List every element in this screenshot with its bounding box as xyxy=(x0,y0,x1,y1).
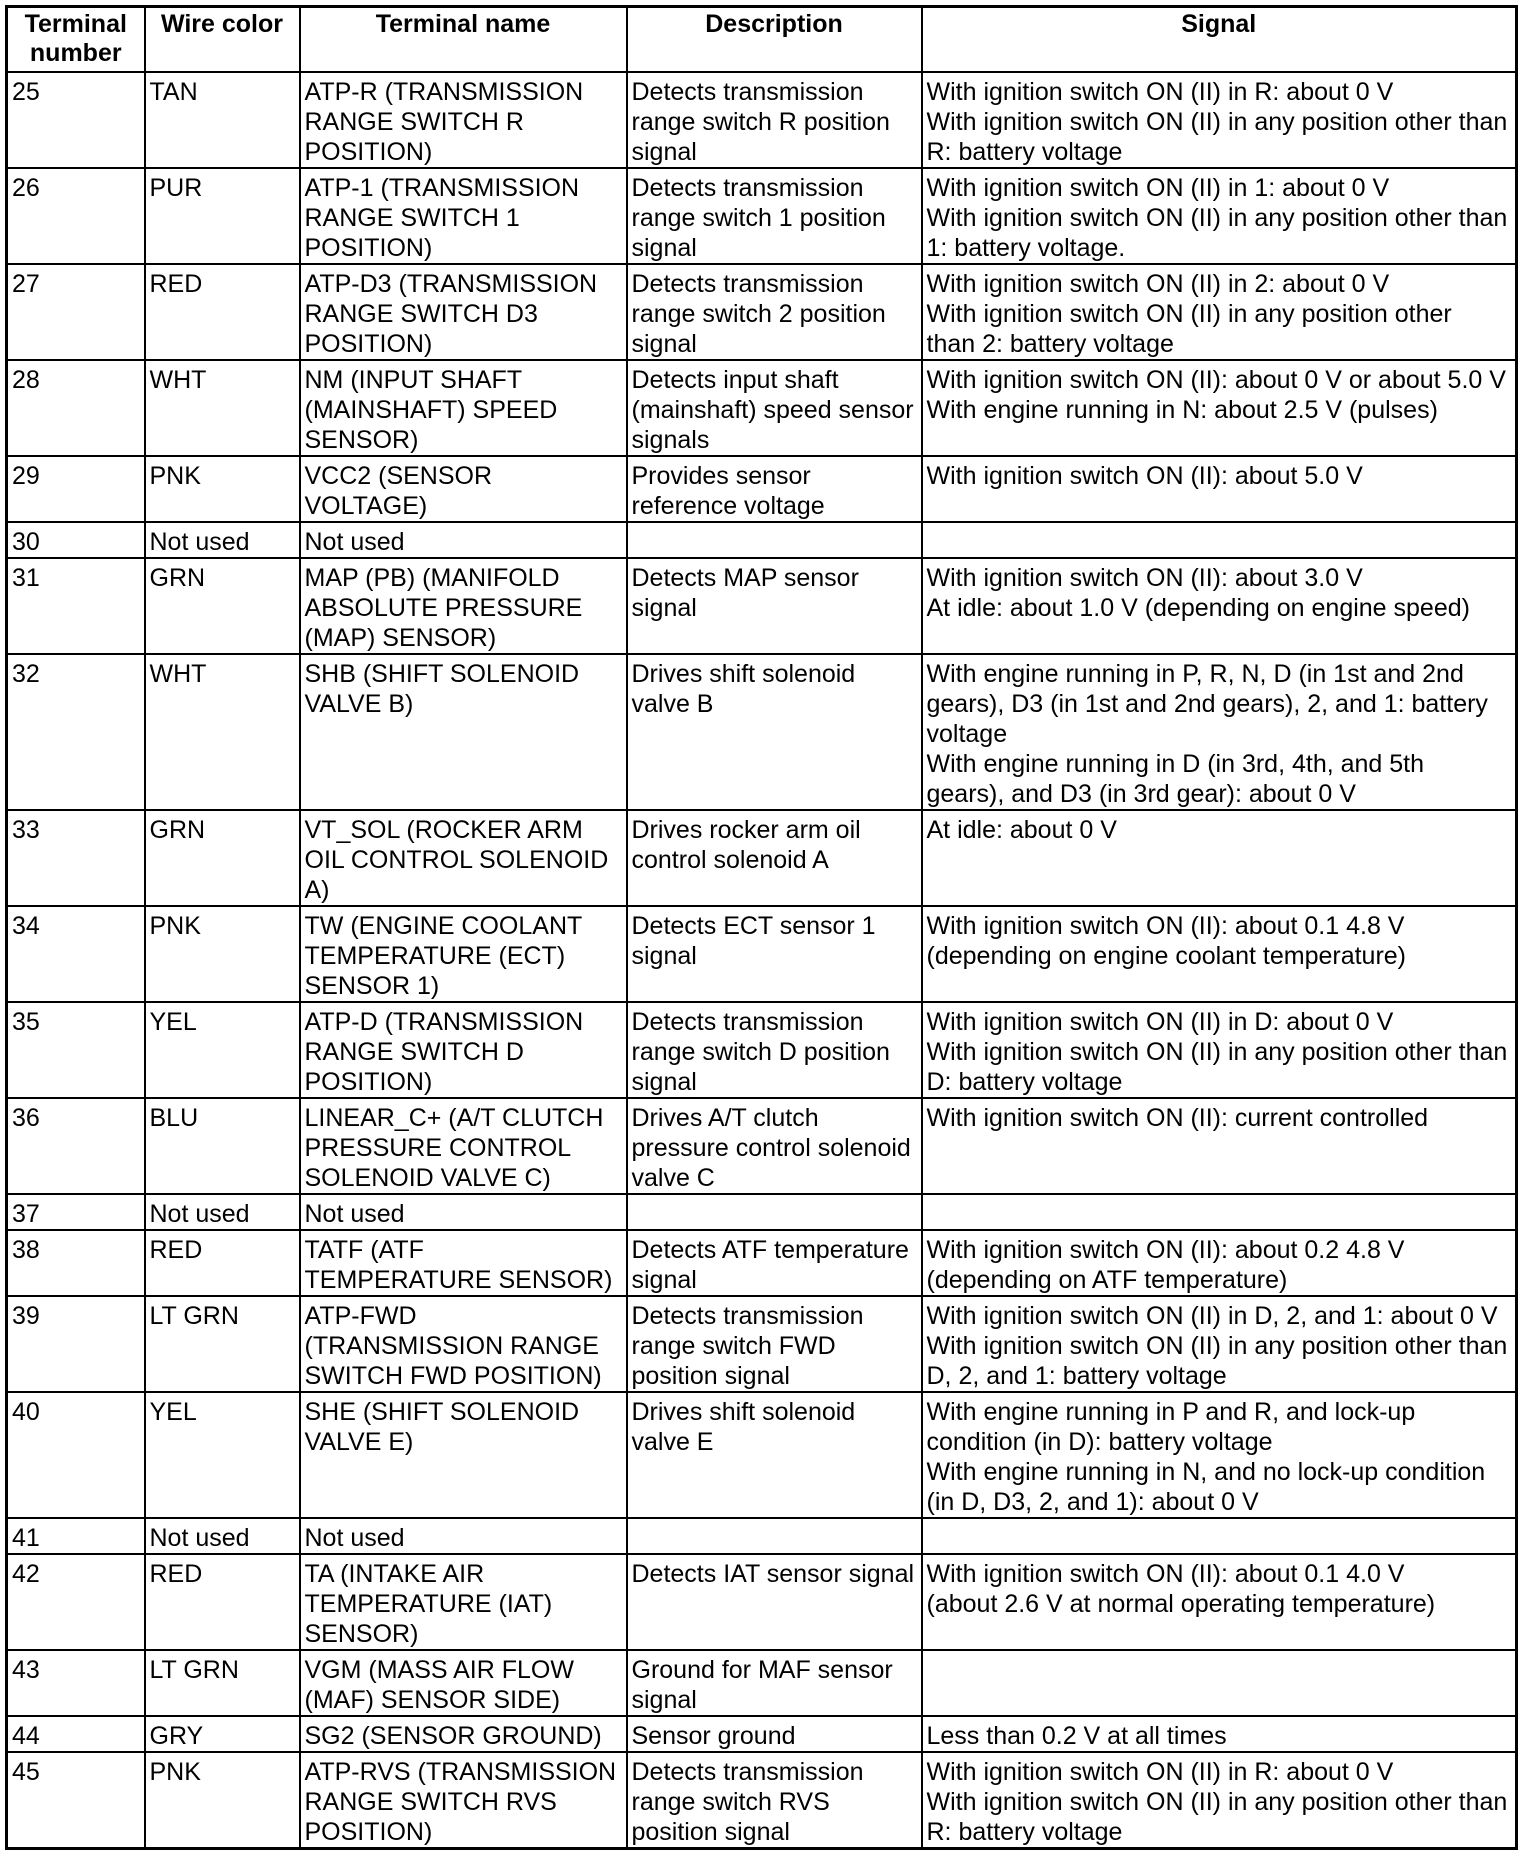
cell-description xyxy=(627,1518,922,1554)
table-row xyxy=(7,72,1517,168)
cell-description: Detects ECT sensor 1 signal xyxy=(627,906,922,1002)
cell-signal: With ignition switch ON (II) in R: about 0 V With ignition switch ON (II) in any position other than R: battery voltage xyxy=(922,72,1517,168)
cell-description: Drives rocker arm oil control solenoid A xyxy=(627,810,922,906)
cell-wire-color: PNK xyxy=(145,906,300,1002)
cell-terminal-number: 26 xyxy=(7,168,145,264)
cell-terminal-name: MAP (PB) (MANIFOLD ABSOLUTE PRESSURE (MAP) SENSOR) xyxy=(300,558,627,654)
cell-description: Drives shift solenoid valve B xyxy=(627,654,922,810)
cell-description: Ground for MAF sensor signal xyxy=(627,1650,922,1716)
cell-wire-color: PNK xyxy=(145,456,300,522)
cell-terminal-name: ATP-RVS (TRANSMISSION RANGE SWITCH RVS POSITION) xyxy=(300,1752,627,1849)
cell-wire-color: Not used xyxy=(145,522,300,558)
cell-terminal-number: 45 xyxy=(7,1752,145,1849)
table-row xyxy=(7,360,1517,456)
cell-description xyxy=(627,522,922,558)
table-row xyxy=(7,456,1517,522)
cell-signal: With ignition switch ON (II) in D: about 0 V With ignition switch ON (II) in any position other than D: battery voltage xyxy=(922,1002,1517,1098)
cell-terminal-number: 32 xyxy=(7,654,145,810)
cell-terminal-name: Not used xyxy=(300,522,627,558)
cell-wire-color: PUR xyxy=(145,168,300,264)
cell-terminal-name: ATP-1 (TRANSMISSION RANGE SWITCH 1 POSITION) xyxy=(300,168,627,264)
cell-signal: With ignition switch ON (II) in D, 2, and 1: about 0 V With ignition switch ON (II) in any position other than D, 2, and 1: battery voltage xyxy=(922,1296,1517,1392)
cell-wire-color: TAN xyxy=(145,72,300,168)
cell-terminal-name: TATF (ATF TEMPERATURE SENSOR) xyxy=(300,1230,627,1296)
cell-description: Provides sensor reference voltage xyxy=(627,456,922,522)
cell-terminal-number: 41 xyxy=(7,1518,145,1554)
table-row xyxy=(7,1392,1517,1518)
cell-description: Detects transmission range switch D position signal xyxy=(627,1002,922,1098)
cell-description: Detects transmission range switch RVS position signal xyxy=(627,1752,922,1849)
cell-signal: With ignition switch ON (II): about 0 V or about 5.0 V With engine running in N: about 2.5 V (pulses) xyxy=(922,360,1517,456)
table-row xyxy=(7,1650,1517,1716)
cell-description: Drives A/T clutch pressure control solenoid valve C xyxy=(627,1098,922,1194)
cell-signal: With ignition switch ON (II) in 2: about 0 V With ignition switch ON (II) in any position other than 2: battery voltage xyxy=(922,264,1517,360)
table-row xyxy=(7,558,1517,654)
cell-signal: With ignition switch ON (II): about 0.1 4.8 V (depending on engine coolant temperature) xyxy=(922,906,1517,1002)
cell-wire-color: LT GRN xyxy=(145,1650,300,1716)
cell-terminal-number: 35 xyxy=(7,1002,145,1098)
cell-signal: With engine running in P, R, N, D (in 1st and 2nd gears), D3 (in 1st and 2nd gears), 2, and 1: battery voltage With engine running in D (in 3rd, 4th, and 5th gears), and D3 (in 3rd gear): about 0 V xyxy=(922,654,1517,810)
cell-terminal-name: VCC2 (SENSOR VOLTAGE) xyxy=(300,456,627,522)
cell-terminal-name: ATP-D (TRANSMISSION RANGE SWITCH D POSITION) xyxy=(300,1002,627,1098)
cell-signal: With ignition switch ON (II) in 1: about 0 V With ignition switch ON (II) in any position other than 1: battery voltage. xyxy=(922,168,1517,264)
table-row xyxy=(7,1230,1517,1296)
cell-description: Detects ATF temperature signal xyxy=(627,1230,922,1296)
table-row xyxy=(7,1752,1517,1849)
header-wire-color: Wire color xyxy=(145,7,300,72)
cell-signal: At idle: about 0 V xyxy=(922,810,1517,906)
cell-wire-color: PNK xyxy=(145,1752,300,1849)
cell-terminal-number: 43 xyxy=(7,1650,145,1716)
cell-terminal-name: Not used xyxy=(300,1518,627,1554)
table-row xyxy=(7,654,1517,810)
cell-terminal-name: ATP-R (TRANSMISSION RANGE SWITCH R POSITION) xyxy=(300,72,627,168)
cell-description: Detects transmission range switch 2 position signal xyxy=(627,264,922,360)
cell-wire-color: BLU xyxy=(145,1098,300,1194)
cell-terminal-name: SHE (SHIFT SOLENOID VALVE E) xyxy=(300,1392,627,1518)
header-row xyxy=(7,7,1517,72)
cell-terminal-name: ATP-D3 (TRANSMISSION RANGE SWITCH D3 POSITION) xyxy=(300,264,627,360)
cell-terminal-number: 36 xyxy=(7,1098,145,1194)
cell-signal: With ignition switch ON (II) in R: about 0 V With ignition switch ON (II) in any position other than R: battery voltage xyxy=(922,1752,1517,1849)
cell-signal: With ignition switch ON (II): about 0.1 4.0 V (about 2.6 V at normal operating temperature) xyxy=(922,1554,1517,1650)
cell-description: Detects transmission range switch FWD position signal xyxy=(627,1296,922,1392)
cell-terminal-number: 25 xyxy=(7,72,145,168)
cell-signal xyxy=(922,1518,1517,1554)
table-row xyxy=(7,1518,1517,1554)
table-row xyxy=(7,168,1517,264)
table-body xyxy=(7,72,1517,1849)
table-row xyxy=(7,1554,1517,1650)
cell-description: Detects IAT sensor signal xyxy=(627,1554,922,1650)
cell-terminal-name: TW (ENGINE COOLANT TEMPERATURE (ECT) SENSOR 1) xyxy=(300,906,627,1002)
cell-wire-color: YEL xyxy=(145,1392,300,1518)
cell-wire-color: RED xyxy=(145,1554,300,1650)
cell-terminal-name: VT_SOL (ROCKER ARM OIL CONTROL SOLENOID A) xyxy=(300,810,627,906)
header-terminal-number: Terminal number xyxy=(7,7,145,72)
cell-terminal-name: TA (INTAKE AIR TEMPERATURE (IAT) SENSOR) xyxy=(300,1554,627,1650)
cell-description: Drives shift solenoid valve E xyxy=(627,1392,922,1518)
table-header xyxy=(7,7,1517,72)
table-row xyxy=(7,1098,1517,1194)
cell-terminal-number: 28 xyxy=(7,360,145,456)
cell-wire-color: RED xyxy=(145,1230,300,1296)
table-row xyxy=(7,1002,1517,1098)
cell-terminal-name: ATP-FWD (TRANSMISSION RANGE SWITCH FWD POSITION) xyxy=(300,1296,627,1392)
table-row xyxy=(7,1716,1517,1752)
cell-wire-color: GRY xyxy=(145,1716,300,1752)
cell-signal: With ignition switch ON (II): about 3.0 V At idle: about 1.0 V (depending on engine speed) xyxy=(922,558,1517,654)
cell-terminal-name: Not used xyxy=(300,1194,627,1230)
terminal-table xyxy=(5,5,1518,1850)
cell-terminal-number: 27 xyxy=(7,264,145,360)
cell-signal xyxy=(922,1194,1517,1230)
cell-terminal-number: 39 xyxy=(7,1296,145,1392)
cell-signal: With ignition switch ON (II): about 0.2 4.8 V (depending on ATF temperature) xyxy=(922,1230,1517,1296)
table-row xyxy=(7,810,1517,906)
cell-wire-color: GRN xyxy=(145,558,300,654)
table-row xyxy=(7,1296,1517,1392)
table-row xyxy=(7,264,1517,360)
cell-signal: With engine running in P and R, and lock-up condition (in D): battery voltage With engine running in N, and no lock-up condition (in D, D3, 2, and 1): about 0 V xyxy=(922,1392,1517,1518)
header-description: Description xyxy=(627,7,922,72)
cell-terminal-name: SG2 (SENSOR GROUND) xyxy=(300,1716,627,1752)
cell-wire-color: YEL xyxy=(145,1002,300,1098)
cell-terminal-number: 37 xyxy=(7,1194,145,1230)
cell-terminal-name: SHB (SHIFT SOLENOID VALVE B) xyxy=(300,654,627,810)
cell-terminal-number: 33 xyxy=(7,810,145,906)
cell-terminal-number: 29 xyxy=(7,456,145,522)
cell-terminal-number: 34 xyxy=(7,906,145,1002)
cell-wire-color: GRN xyxy=(145,810,300,906)
cell-signal: With ignition switch ON (II): about 5.0 V xyxy=(922,456,1517,522)
cell-wire-color: WHT xyxy=(145,360,300,456)
cell-terminal-number: 42 xyxy=(7,1554,145,1650)
cell-terminal-name: VGM (MASS AIR FLOW (MAF) SENSOR SIDE) xyxy=(300,1650,627,1716)
cell-terminal-name: LINEAR_C+ (A/T CLUTCH PRESSURE CONTROL SOLENOID VALVE C) xyxy=(300,1098,627,1194)
cell-signal xyxy=(922,1650,1517,1716)
header-terminal-name: Terminal name xyxy=(300,7,627,72)
cell-terminal-number: 38 xyxy=(7,1230,145,1296)
cell-terminal-name: NM (INPUT SHAFT (MAINSHAFT) SPEED SENSOR) xyxy=(300,360,627,456)
cell-wire-color: Not used xyxy=(145,1194,300,1230)
cell-description: Detects input shaft (mainshaft) speed sensor signals xyxy=(627,360,922,456)
table-row xyxy=(7,906,1517,1002)
cell-signal: With ignition switch ON (II): current controlled xyxy=(922,1098,1517,1194)
cell-wire-color: LT GRN xyxy=(145,1296,300,1392)
cell-terminal-number: 44 xyxy=(7,1716,145,1752)
cell-description: Detects transmission range switch R position signal xyxy=(627,72,922,168)
cell-description xyxy=(627,1194,922,1230)
table-row xyxy=(7,522,1517,558)
cell-description: Detects transmission range switch 1 position signal xyxy=(627,168,922,264)
cell-signal: Less than 0.2 V at all times xyxy=(922,1716,1517,1752)
table-row xyxy=(7,1194,1517,1230)
cell-terminal-number: 40 xyxy=(7,1392,145,1518)
cell-wire-color: RED xyxy=(145,264,300,360)
cell-terminal-number: 30 xyxy=(7,522,145,558)
cell-signal xyxy=(922,522,1517,558)
cell-description: Detects MAP sensor signal xyxy=(627,558,922,654)
header-signal: Signal xyxy=(922,7,1517,72)
cell-description: Sensor ground xyxy=(627,1716,922,1752)
cell-wire-color: Not used xyxy=(145,1518,300,1554)
cell-wire-color: WHT xyxy=(145,654,300,810)
cell-terminal-number: 31 xyxy=(7,558,145,654)
